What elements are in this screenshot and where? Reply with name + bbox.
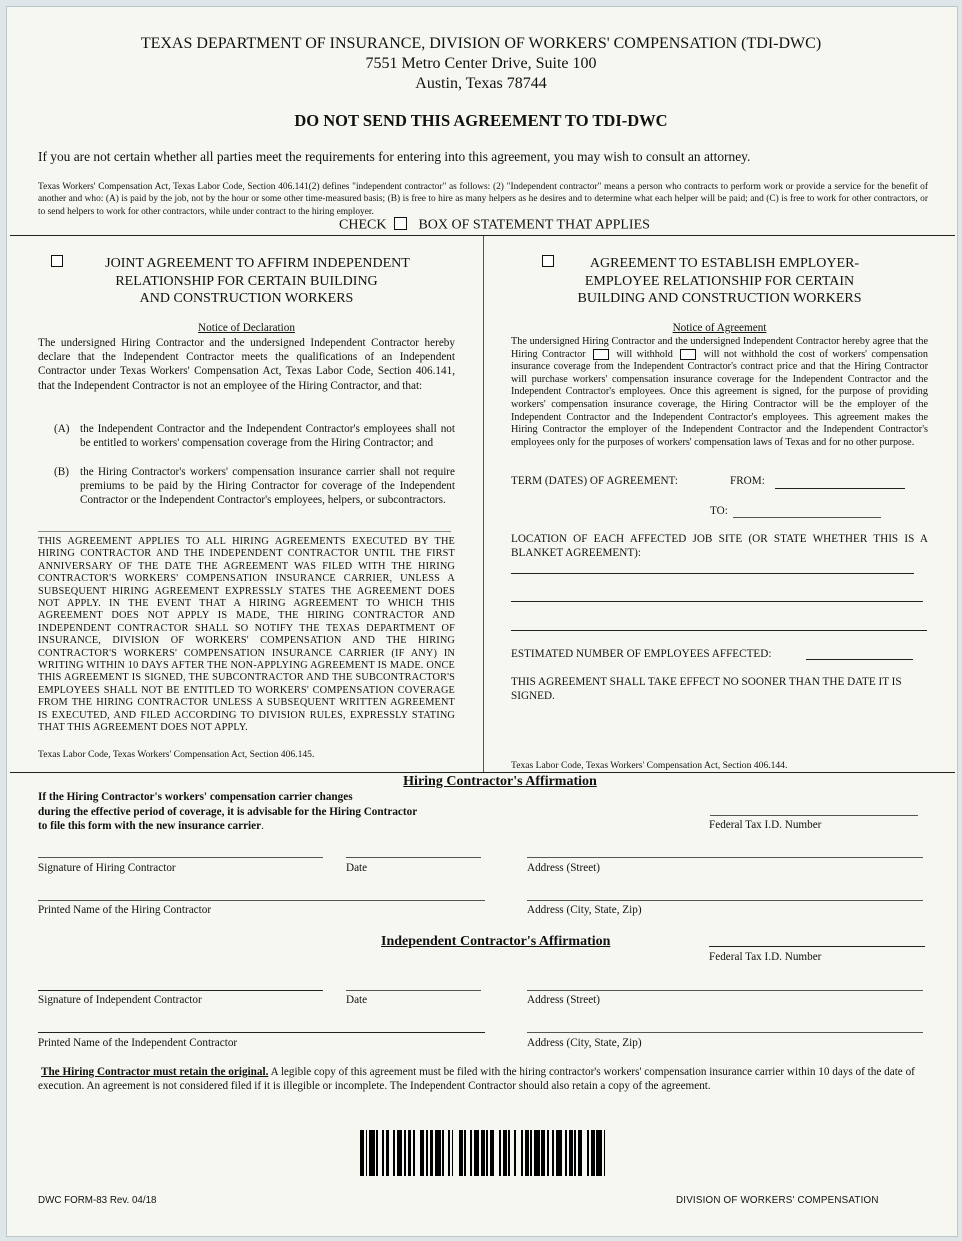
item-b-label: (B) xyxy=(54,466,69,478)
will-not-withhold-checkbox[interactable] xyxy=(680,349,696,360)
hiring-fein-field[interactable] xyxy=(710,815,918,816)
applies-to-all-caps-notice: THIS AGREEMENT APPLIES TO ALL HIRING AGREEMENTS EXECUTED BY THE HIRING CONTRACTOR AND THE INDEPENDENT CONTRACTOR UNTIL THE FIRST ANNIVERSARY OF THE DATE THE AGREEMENT WAS FILED WITH THE HIRING CONTRACTOR'S WORKERS' COMPENSATION INSURANCE CARRIER, UNLESS A SUBSEQUENT HIRING AGREEMENT EXPRESSLY STATES THE AGREEMENT DOES NOT APPLY. IN THE EVENT THAT A HIRING AGREEMENT TO WHICH THIS AGREEMENT DOES NOT APPLY IS MADE, THE HIRING CONTRACTOR AND INDEPENDENT CONTRACTOR SHALL SO NOTIFY THE TEXAS DEPARTMENT OF INSURANCE, DIVISION OF WORKERS' COMPENSATION AND THE HIRING CONTRACTOR'S WORKERS' COMPENSATION INSURANCE CARRIER (IF ANY) IN WRITING WITHIN 10 DAYS AFTER THE NON-APPLYING AGREEMENT IS MADE. ONCE THIS AGREEMENT IS SIGNED, THE SUBCONTRACTOR AND THE SUBCONTRACTOR'S EMPLOYEES SHALL NOT BE ENTITLED TO WORKERS' COMPENSATION COVERAGE FROM THE HIRING CONTRACTOR UNLESS A SUBSEQUENT WRITTEN AGREEMENT IS EXECUTED, AND FILED ACCORDING TO DIVISION RULES, EXPRESSLY STATING THAT THIS AGREEMENT DOES NOT APPLY. xyxy=(38,536,455,734)
joint-title-line1: JOINT AGREEMENT TO AFFIRM INDEPENDENT xyxy=(105,256,410,271)
declaration-item-b xyxy=(54,465,455,508)
independent-signature-label: Signature of Independent Contractor xyxy=(38,994,202,1006)
agreement-text xyxy=(511,336,928,449)
agreement-text-a: The undersigned Hiring Contractor and the undersigned Independent Contractor hereby agree that the Hiring Contractor xyxy=(511,336,928,360)
agreement-text-b: compensation insurance coverage from the Independent Contractor's contract price and that the Hiring Contractor will purchase workers' compensation insurance coverage for the Independent Contractor and the Independent Contractor's employees. Once this agreement is signed, for the purpose of providing workers' compensation insurance coverage, the Hiring Contractor will be the employer of the Independent Contractor and the Independent Contractor's employees. This agreement makes the Hiring Contractor the employer of the Independent Contractor and the Independent Contractor's employees only for the purposes of workers' compensation laws of Texas and for no other purpose. xyxy=(511,348,928,448)
employees-affected-field[interactable] xyxy=(806,659,913,660)
employees-affected-label: ESTIMATED NUMBER OF EMPLOYEES AFFECTED: xyxy=(511,648,772,660)
box-statement-label: BOX OF STATEMENT THAT APPLIES xyxy=(418,217,650,233)
hiring-note-line1: If the Hiring Contractor's workers' compensation carrier changes xyxy=(38,791,353,803)
declaration-item-a xyxy=(54,422,455,450)
item-a-text: the Independent Contractor and the Independent Contractor's employees shall not be entitled to workers' compensation coverage from the Hiring Contractor; and xyxy=(80,423,455,450)
agency-street: 7551 Metro Center Drive, Suite 100 xyxy=(365,55,597,72)
agency-name: TEXAS DEPARTMENT OF INSURANCE, DIVISION OF WORKERS' COMPENSATION (TDI-DWC) xyxy=(140,35,822,52)
joint-title-line3: AND CONSTRUCTION WORKERS xyxy=(139,291,354,306)
independent-city-field[interactable] xyxy=(527,1032,923,1033)
check-label: CHECK xyxy=(339,217,387,233)
left-citation: Texas Labor Code, Texas Workers' Compensation Act, Section 406.145. xyxy=(38,749,315,760)
hiring-city-label: Address (City, State, Zip) xyxy=(527,904,642,916)
effect-statement: THIS AGREEMENT SHALL TAKE EFFECT NO SOONER THAN THE DATE IT IS SIGNED. xyxy=(511,676,902,703)
hiring-printed-name-label: Printed Name of the Hiring Contractor xyxy=(38,904,212,916)
independent-street-label: Address (Street) xyxy=(527,994,601,1006)
notice-of-agreement-title: Notice of Agreement xyxy=(672,322,767,334)
left-separator xyxy=(38,531,451,532)
do-not-send-warning: DO NOT SEND THIS AGREEMENT TO TDI-DWC xyxy=(294,111,668,130)
retain-original-text: A legible copy of this agreement must be filed with the hiring contractor's workers' compensation insurance carrier within 10 days of the date of execution. An agreement is not considered filed if it is illegible or incomplete. The Independent Contractor should also retain a copy of the agreement. xyxy=(38,1066,915,1093)
independent-printed-name-label: Printed Name of the Independent Contractor xyxy=(38,1037,238,1049)
hiring-signature-label: Signature of Hiring Contractor xyxy=(38,862,176,874)
employer-title-line3: BUILDING AND CONSTRUCTION WORKERS xyxy=(577,291,862,306)
form-barcode xyxy=(360,1130,610,1176)
location-label: LOCATION OF EACH AFFECTED JOB SITE (OR STATE WHETHER THIS IS A BLANKET AGREEMENT): xyxy=(511,533,928,560)
item-a-label: (A) xyxy=(54,423,70,435)
hiring-street-field[interactable] xyxy=(527,857,923,858)
agency-city: Austin, Texas 78744 xyxy=(415,75,547,92)
joint-agreement-title xyxy=(38,255,455,308)
notice-of-declaration-title: Notice of Declaration xyxy=(198,322,295,334)
hiring-carrier-note xyxy=(38,790,417,834)
hiring-date-label: Date xyxy=(346,862,368,874)
independent-printed-name-field[interactable] xyxy=(38,1032,485,1033)
employer-title-line2: EMPLOYEE RELATIONSHIP FOR CERTAIN xyxy=(584,273,855,289)
hiring-date-field[interactable] xyxy=(346,857,481,858)
hiring-note-period: . xyxy=(261,820,264,832)
to-label: TO: xyxy=(710,505,728,517)
hiring-street-label: Address (Street) xyxy=(527,862,601,874)
location-field-2[interactable] xyxy=(511,601,923,602)
independent-affirmation-title: Independent Contractor's Affirmation xyxy=(381,934,611,949)
right-citation: Texas Labor Code, Texas Workers' Compensation Act, Section 406.144. xyxy=(511,760,788,771)
declaration-text: The undersigned Hiring Contractor and the undersigned Independent Contractor hereby declare that the Independent Contractor meets the qualifications of an Independent Contractor under Texas Workers' Compensation Act, Texas Labor Code, Section 406.141, that the Independent Contractor is not an employee of the Hiring Contractor, and that: xyxy=(38,337,455,392)
hiring-city-field[interactable] xyxy=(527,900,923,901)
column-divider xyxy=(483,236,484,772)
hiring-note-line3: to file this form with the new insurance carrier xyxy=(38,820,262,832)
independent-date-field[interactable] xyxy=(346,990,481,991)
independent-city-label: Address (City, State, Zip) xyxy=(527,1037,642,1049)
will-withhold-checkbox[interactable] xyxy=(593,349,609,360)
will-withhold-label: will withhold xyxy=(616,348,673,360)
location-field-1[interactable] xyxy=(511,573,914,574)
retain-original-notice xyxy=(38,1065,930,1093)
form-id: DWC FORM-83 Rev. 04/18 xyxy=(38,1195,157,1206)
independent-fein-field[interactable] xyxy=(709,946,925,947)
hiring-printed-name-field[interactable] xyxy=(38,900,485,901)
independent-contractor-definition: Texas Workers' Compensation Act, Texas Labor Code, Section 406.141(2) defines "independent contractor" as follows: (2) "Independent contractor" means a person who contracts to perform work or provide a service for the benefit of another and who: (A) is paid by the job, not by the hour or some other time-measured basis; (B) is free to hire as many helpers as he desires and to determine what each helper will be paid; and (C) is free to work for other contractors, or to send helpers to work for other contractors, while under contract to the hiring employer. xyxy=(38,182,928,217)
employer-title-line1: AGREEMENT TO ESTABLISH EMPLOYER- xyxy=(589,256,860,271)
to-date-field[interactable] xyxy=(733,517,881,518)
from-date-field[interactable] xyxy=(775,488,905,489)
term-label: TERM (DATES) OF AGREEMENT: xyxy=(511,475,678,487)
division-footer: DIVISION OF WORKERS' COMPENSATION xyxy=(676,1195,879,1206)
independent-date-label: Date xyxy=(346,994,368,1006)
will-not-withhold-label: will not withhold the cost of workers' xyxy=(703,348,868,360)
independent-signature-field[interactable] xyxy=(38,990,323,991)
retain-original-bold: The Hiring Contractor must retain the original. xyxy=(41,1066,269,1078)
check-instruction xyxy=(339,217,650,234)
item-b-text: the Hiring Contractor's workers' compensation insurance carrier shall not require premiums to be paid by the Hiring Contractor for coverage of the Independent Contractor or the Independent Contractor's employees, helpers, or subcontractors. xyxy=(80,466,455,507)
hiring-affirmation-title: Hiring Contractor's Affirmation xyxy=(403,774,597,789)
location-field-3[interactable] xyxy=(511,630,927,631)
hiring-signature-field[interactable] xyxy=(38,857,323,858)
joint-title-line2: RELATIONSHIP FOR CERTAIN BUILDING xyxy=(115,273,378,289)
hiring-note-line2: during the effective period of coverage, it is advisable for the Hiring Contractor xyxy=(38,805,418,818)
consult-attorney-note: If you are not certain whether all parties meet the requirements for entering into this agreement, you may wish to consult an attorney. xyxy=(38,149,751,164)
independent-street-field[interactable] xyxy=(527,990,923,991)
employer-agreement-title xyxy=(511,255,928,308)
from-label: FROM: xyxy=(730,475,765,487)
hiring-fein-label: Federal Tax I.D. Number xyxy=(709,819,822,831)
divider-middle xyxy=(10,772,955,773)
barcode-bar xyxy=(605,1130,609,1176)
check-box-example xyxy=(394,217,407,230)
independent-fein-label: Federal Tax I.D. Number xyxy=(709,951,822,963)
